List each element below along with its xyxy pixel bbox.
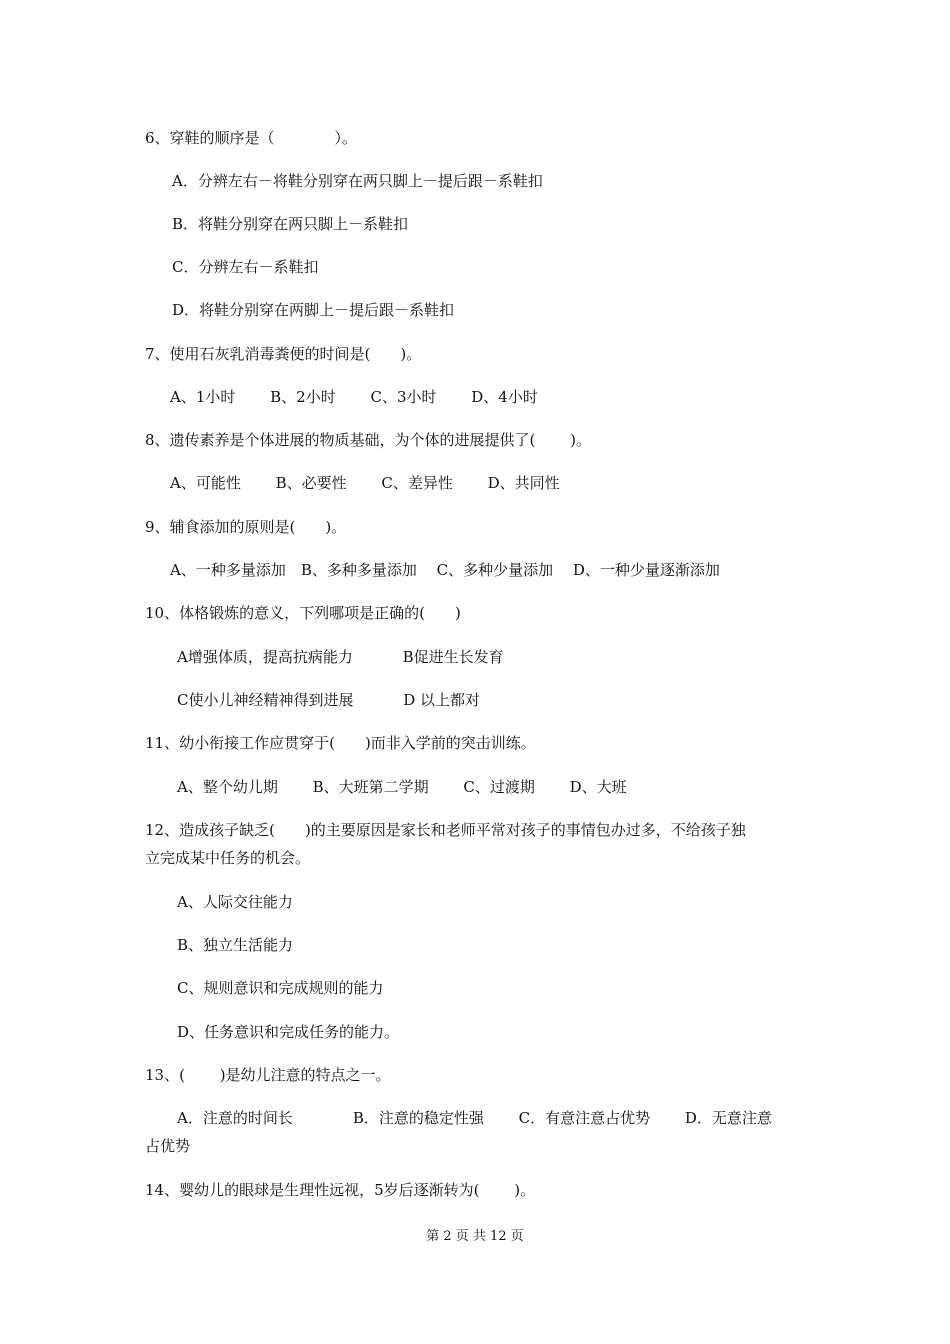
question-stem: 14、婴幼儿的眼球是生理性远视，5岁后逐渐转为( )。 [145,1181,536,1199]
question-stem: 6、穿鞋的顺序是（ ）。 [145,129,358,147]
option-b: B、独立生活能力 [177,936,294,954]
question-stem: 10、体格锻炼的意义，下列哪项是正确的( ) [145,604,461,622]
option-b: B．将鞋分别穿在两只脚上－系鞋扣 [172,215,409,233]
options-row-continued: 占优势 [145,1137,191,1155]
page-number-footer: 第 2 页 共 12 页 [426,1229,524,1244]
option-a: A、人际交往能力 [177,893,293,911]
question-stem: 13、( )是幼儿注意的特点之一。 [145,1066,391,1084]
option-a: A．分辨左右－将鞋分别穿在两只脚上－提后跟－系鞋扣 [172,172,543,190]
option-d: D．将鞋分别穿在两脚上－提后跟－系鞋扣 [172,301,455,319]
question-stem: 8、遗传素养是个体进展的物质基础，为个体的进展提供了( )。 [145,431,592,449]
options-row: A增强体质，提高抗病能力 B促进生长发育 [177,648,504,666]
options-row: A．注意的时间长 B．注意的稳定性强 C．有意注意占优势 D．无意注意 [177,1109,772,1127]
option-d: D、任务意识和完成任务的能力。 [177,1023,400,1041]
options-row: A、可能性 B、必要性 C、差异性 D、共同性 [170,474,560,492]
option-c: C、规则意识和完成规则的能力 [177,979,384,997]
options-row: C使小儿神经精神得到进展 D 以上都对 [177,691,481,709]
option-c: C．分辨左右－系鞋扣 [172,258,319,276]
question-stem-continued: 立完成某中任务的机会。 [145,849,311,867]
options-row: A、1小时 B、2小时 C、3小时 D、4小时 [170,388,538,406]
question-stem: 7、使用石灰乳消毒粪便的时间是( )。 [145,345,422,363]
options-row: A、一种多量添加 B、多种多量添加 C、多种少量添加 D、一种少量逐渐添加 [170,561,720,579]
question-stem: 12、造成孩子缺乏( )的主要原因是家长和老师平常对孩子的事情包办过多，不给孩子独 [145,821,746,839]
question-stem: 9、辅食添加的原则是( )。 [145,518,347,536]
options-row: A、整个幼儿期 B、大班第二学期 C、过渡期 D、大班 [177,778,627,796]
question-stem: 11、幼小衔接工作应贯穿于( )而非入学前的突击训练。 [145,734,536,752]
